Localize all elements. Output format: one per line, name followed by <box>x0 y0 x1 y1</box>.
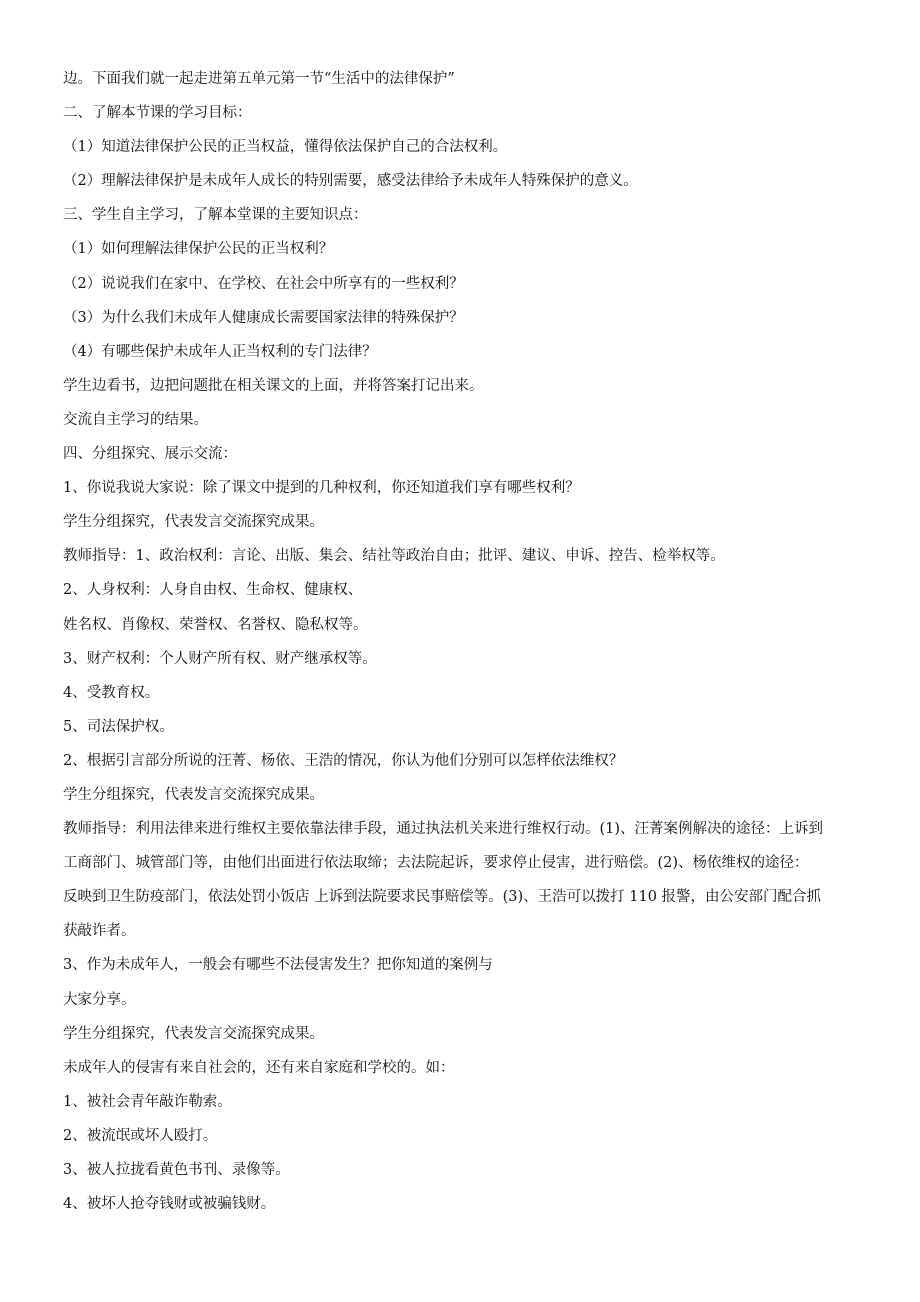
activity-item: 3、作为未成年人，一般会有哪些不法侵害发生？把你知道的案例与 <box>63 957 493 974</box>
text-line: 未成年人的侵害有来自社会的，还有来自家庭和学校的。如： <box>63 1059 455 1076</box>
rights-item: 2、人身权利：人身自由权、生命权、健康权、 <box>63 582 363 599</box>
section-heading-3: 三、学生自主学习，了解本堂课的主要知识点： <box>63 207 368 224</box>
objective-item: （1）知道法律保护公民的正当权益，懂得依法保护自己的合法权利。 <box>63 139 508 156</box>
rights-item: 4、受教育权。 <box>63 684 160 701</box>
question-item: （3）为什么我们未成年人健康成长需要国家法律的特殊保护？ <box>63 309 464 326</box>
section-heading-2: 二、了解本节课的学习目标： <box>63 105 252 122</box>
text-line: 学生分组探究，代表发言交流探究成果。 <box>63 1025 324 1042</box>
list-item: 1、被社会青年敲诈勒索。 <box>63 1093 232 1110</box>
list-item: 4、被坏人抢夺钱财或被骗钱财。 <box>63 1196 276 1213</box>
rights-item-continued: 姓名权、肖像权、荣誉权、名誉权、隐私权等。 <box>63 616 368 633</box>
section-heading-4: 四、分组探究、展示交流： <box>63 446 237 463</box>
question-item: （1）如何理解法律保护公民的正当权利？ <box>63 241 334 258</box>
rights-item: 5、司法保护权。 <box>63 718 174 735</box>
teacher-guidance-continued: 获敲诈者。 <box>63 923 136 940</box>
question-item: （2）说说我们在家中、在学校、在社会中所享有的一些权利？ <box>63 275 464 292</box>
text-line: 边。下面我们就一起走进第五单元第一节“生活中的法律保护” <box>63 71 455 87</box>
teacher-guidance: 教师指导：利用法律来进行维权主要依靠法律手段，通过执法机关来进行维权行动。(1)、汪菁案例解决的途径：上诉到 <box>63 821 824 838</box>
teacher-guidance-continued: 反映到卫生防疫部门，依法处罚小饭店 上诉到法院要求民事赔偿等。(3)、王浩可以拨打 110 报警，由公安部门配合抓 <box>63 889 822 906</box>
text-line: 学生分组探究，代表发言交流探究成果。 <box>63 514 324 531</box>
document-page <box>63 62 863 1221</box>
teacher-guidance-continued: 工商部门、城管部门等，由他们出面进行依法取缔；去法院起诉，要求停止侵害，进行赔偿。(2)、杨依维权的途径： <box>63 855 809 872</box>
list-item: 2、被流氓或坏人殴打。 <box>63 1127 218 1144</box>
objective-item: （2）理解法律保护是未成年人成长的特别需要，感受法律给予未成年人特殊保护的意义。 <box>63 173 638 190</box>
text-line: 交流自主学习的结果。 <box>63 411 208 428</box>
teacher-guidance: 教师指导：1、政治权利：言论、出版、集会、结社等政治自由；批评、建议、申诉、控告、检举权等。 <box>63 548 725 565</box>
activity-item: 1、你说我说大家说：除了课文中提到的几种权利，你还知道我们享有哪些权利？ <box>63 480 580 497</box>
activity-item-continued: 大家分享。 <box>63 991 136 1008</box>
list-item: 3、被人拉拢看黄色书刊、录像等。 <box>63 1162 290 1178</box>
text-line: 学生分组探究，代表发言交流探究成果。 <box>63 786 324 803</box>
rights-item: 3、财产权利：个人财产所有权、财产继承权等。 <box>63 650 377 667</box>
activity-item: 2、根据引言部分所说的汪菁、杨依、王浩的情况，你认为他们分别可以怎样依法维权？ <box>63 752 624 769</box>
text-line: 学生边看书，边把问题批在相关课文的上面，并将答案打记出来。 <box>63 377 484 394</box>
question-item: （4）有哪些保护未成年人正当权利的专门法律？ <box>63 343 377 360</box>
